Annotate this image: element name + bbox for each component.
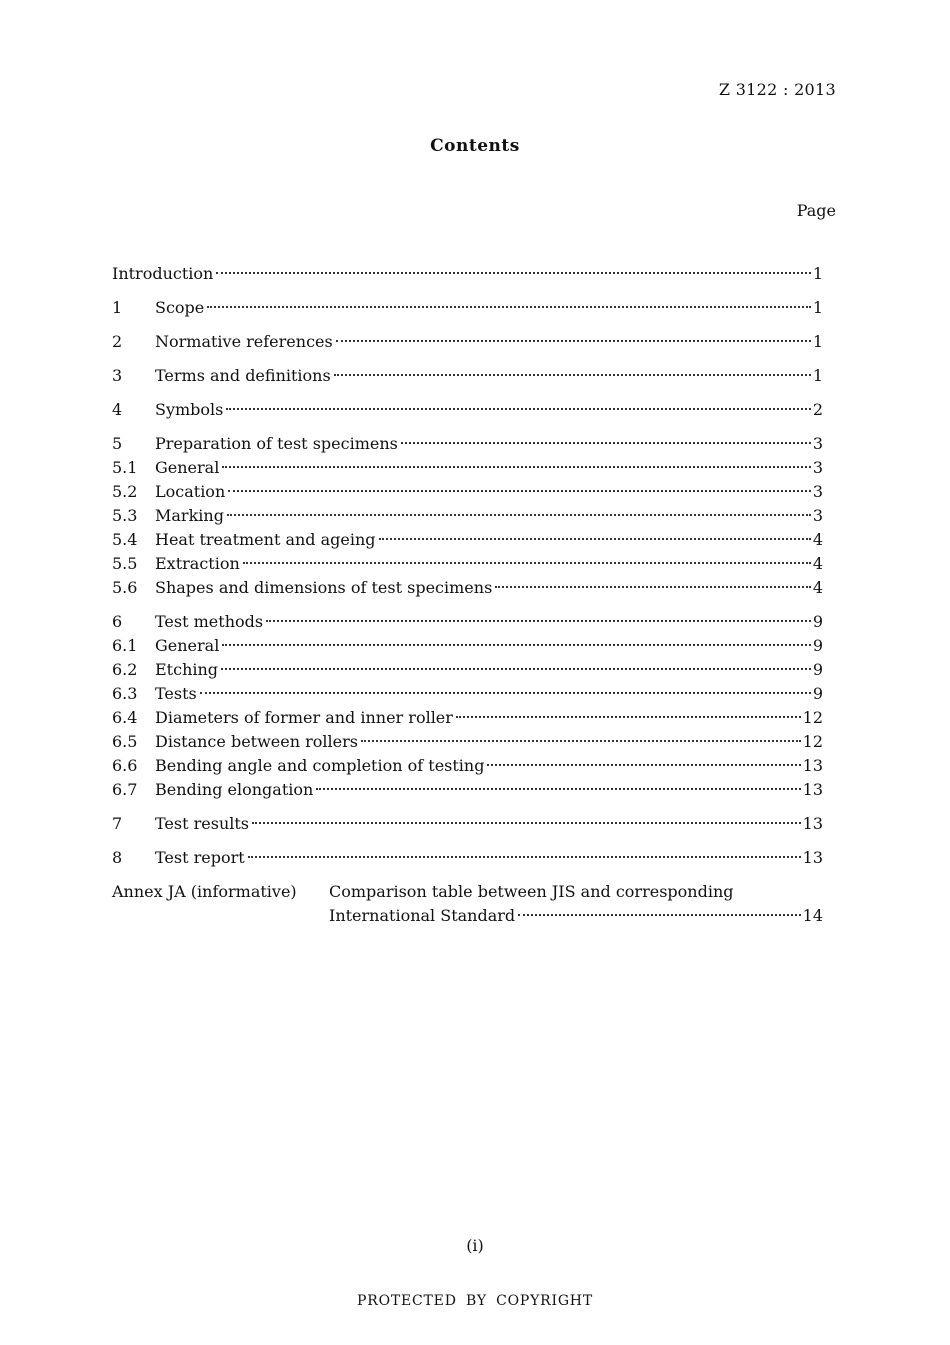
toc-entry-label: Scope [155,298,205,317]
toc-entry-number: 3 [112,366,123,385]
toc-entry-page: 1 [812,332,823,351]
toc-entry-number: 6 [112,612,123,631]
toc-entry-page: 12 [802,732,823,751]
toc-entry-2[interactable] [112,330,823,354]
toc-entry-5-2[interactable] [112,480,823,504]
dot-leader [221,668,811,670]
dot-leader [487,764,800,766]
toc-entry-page: 12 [802,708,823,727]
toc-entry-page: 4 [812,578,823,597]
dot-leader [379,538,811,540]
toc-entry-label: General [155,636,220,655]
dot-leader [252,822,801,824]
toc-entry-number: 8 [112,848,123,867]
toc-entry-number: 6.4 [112,708,138,727]
toc-entry-page: 1 [812,298,823,317]
table-of-contents [112,262,823,928]
toc-entry-label: Symbols [155,400,224,419]
toc-entry-label: Terms and definitions [155,366,331,385]
page-number: (i) [466,1236,484,1255]
dot-leader [222,466,810,468]
toc-entry-page: 3 [812,506,823,525]
document-id: Z 3122 : 2013 [718,80,836,99]
toc-entry-number: 5.2 [112,482,138,501]
toc-entry-label: Heat treatment and ageing [155,530,376,549]
dot-leader [316,788,800,790]
toc-entry-7[interactable] [112,812,823,836]
toc-entry-page: 14 [802,906,823,925]
toc-entry-label: Shapes and dimensions of test specimens [155,578,493,597]
toc-entry-number: 5.5 [112,554,138,573]
toc-entry-label: General [155,458,220,477]
dot-leader [401,442,811,444]
toc-entry-page: 1 [812,366,823,385]
annex-title-line2: International Standard [329,906,516,925]
toc-entry-label: Tests [155,684,197,703]
dot-leader [200,692,811,694]
dot-leader [207,306,811,308]
toc-entry-label: Test results [155,814,250,833]
toc-entry-label: Test report [155,848,245,867]
toc-entry-1[interactable] [112,296,823,320]
toc-entry-page: 2 [812,400,823,419]
toc-entry-label: Preparation of test specimens [155,434,398,453]
toc-entry-5-6[interactable] [112,576,823,600]
toc-entry-page: 13 [802,756,823,775]
toc-entry-page: 4 [812,554,823,573]
toc-entry-label: Distance between rollers [155,732,358,751]
toc-entry-3[interactable] [112,364,823,388]
toc-entry-5-4[interactable] [112,528,823,552]
page-column-label: Page [796,201,836,220]
toc-entry-5[interactable] [112,432,823,456]
toc-entry-6[interactable] [112,610,823,634]
page-title: Contents [430,136,520,156]
toc-entry-label: Bending elongation [155,780,314,799]
dot-leader [228,490,811,492]
dot-leader [495,586,811,588]
toc-entry-5-5[interactable] [112,552,823,576]
toc-entry-number: 6.6 [112,756,138,775]
toc-entry-6-7[interactable] [112,778,823,802]
dot-leader [266,620,811,622]
dot-leader [222,644,810,646]
toc-entry-number: 6.3 [112,684,138,703]
toc-entry-8[interactable] [112,846,823,870]
toc-entry-number: 6.1 [112,636,138,655]
dot-leader [243,562,811,564]
toc-entry-label: Etching [155,660,219,679]
toc-entry-label: Test methods [155,612,264,631]
toc-entry-number: 5.3 [112,506,138,525]
toc-entry-5-1[interactable] [112,456,823,480]
toc-entry-number: 7 [112,814,123,833]
dot-leader [216,272,810,274]
toc-entry-number: 5.4 [112,530,138,549]
toc-entry-page: 1 [812,264,823,283]
annex-prefix: Annex JA (informative) [112,882,297,901]
toc-entry-page: 3 [812,434,823,453]
toc-entry-page: 13 [802,780,823,799]
toc-entry-6-4[interactable] [112,706,823,730]
toc-entry-page: 9 [812,612,823,631]
toc-entry-page: 13 [802,848,823,867]
toc-entry-label: Introduction [112,264,214,283]
toc-entry-number: 6.2 [112,660,138,679]
toc-entry-number: 5.6 [112,578,138,597]
toc-entry-introduction[interactable] [112,262,823,286]
copyright-notice: PROTECTED BY COPYRIGHT [357,1293,593,1309]
toc-entry-5-3[interactable] [112,504,823,528]
dot-leader [336,340,811,342]
toc-entry-number: 5.1 [112,458,138,477]
toc-entry-6-1[interactable] [112,634,823,658]
toc-entry-6-3[interactable] [112,682,823,706]
annex-title-line1: Comparison table between JIS and corresponding [329,882,734,901]
toc-entry-label: Diameters of former and inner roller [155,708,453,727]
toc-entry-page: 9 [812,684,823,703]
toc-entry-6-2[interactable] [112,658,823,682]
toc-entry-page: 9 [812,636,823,655]
dot-leader [248,856,801,858]
toc-entry-number: 6.5 [112,732,138,751]
toc-entry-number: 4 [112,400,123,419]
dot-leader [456,716,801,718]
toc-entry-page: 13 [802,814,823,833]
toc-entry-number: 6.7 [112,780,138,799]
toc-entry-number: 1 [112,298,123,317]
toc-entry-annex-ja[interactable] [112,880,823,928]
toc-entry-number: 5 [112,434,123,453]
toc-entry-label: Location [155,482,226,501]
toc-entry-page: 4 [812,530,823,549]
toc-entry-label: Bending angle and completion of testing [155,756,485,775]
dot-leader [361,740,801,742]
toc-entry-label: Normative references [155,332,333,351]
toc-entry-number: 2 [112,332,123,351]
toc-entry-6-6[interactable] [112,754,823,778]
dot-leader [226,408,810,410]
toc-entry-page: 3 [812,458,823,477]
dot-leader [334,374,811,376]
toc-entry-6-5[interactable] [112,730,823,754]
toc-entry-4[interactable] [112,398,823,422]
toc-entry-page: 3 [812,482,823,501]
toc-entry-label: Extraction [155,554,240,573]
toc-entry-label: Marking [155,506,224,525]
toc-entry-page: 9 [812,660,823,679]
dot-leader [227,514,811,516]
dot-leader [518,914,800,916]
